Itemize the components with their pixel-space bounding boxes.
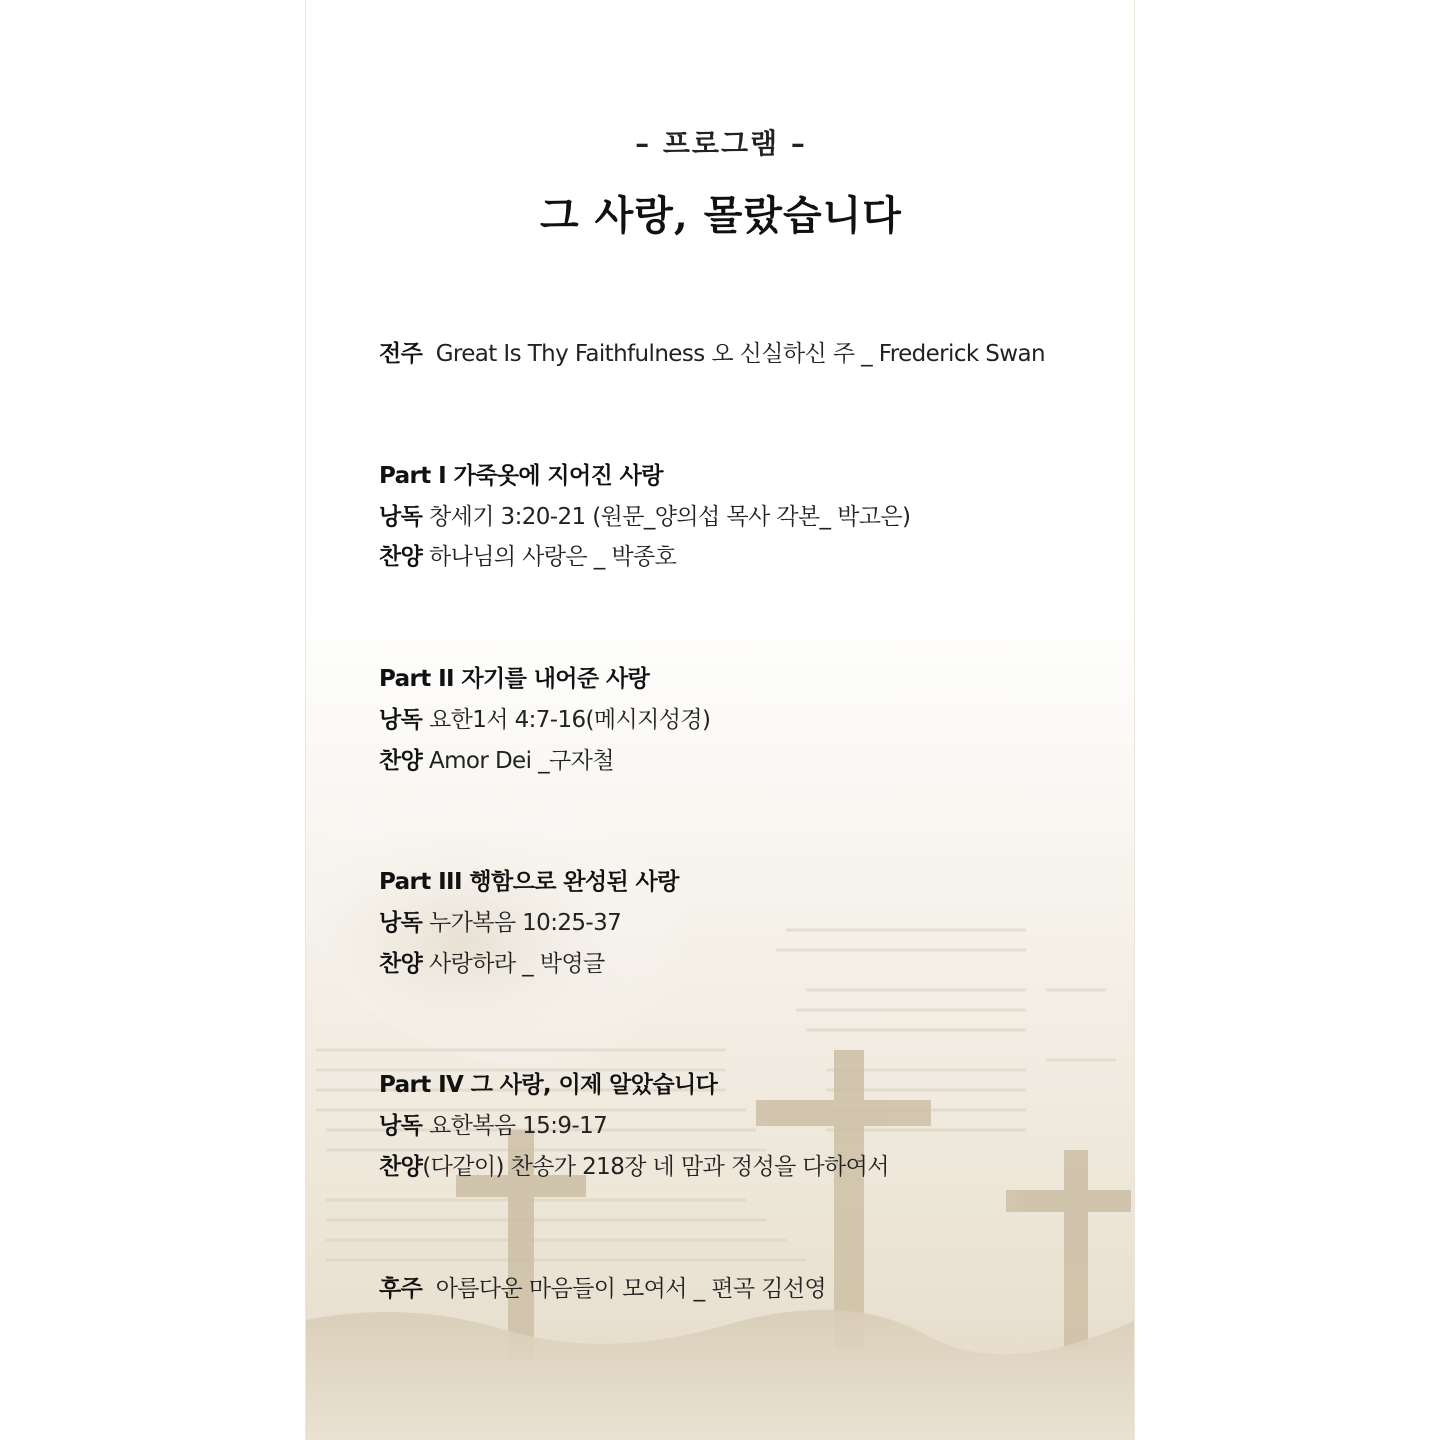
part-3-heading: Part III 행함으로 완성된 사랑 <box>379 869 679 895</box>
part-2-hymn <box>379 746 614 776</box>
postlude-line <box>379 1274 826 1304</box>
reading-text: 누가복음 10:25-37 <box>428 910 622 936</box>
hymn-text: Amor Dei _구자철 <box>428 748 614 774</box>
part-4-reading <box>379 1111 607 1141</box>
hymn-text: (다같이) 찬송가 218장 네 맘과 정성을 다하여서 <box>422 1154 889 1180</box>
prelude-text: Great Is Thy Faithfulness 오 신실하신 주 _ Frederick Swan <box>435 341 1045 367</box>
part-4-heading: Part IV 그 사랑, 이제 알았습니다 <box>379 1072 718 1098</box>
program-title: 그 사랑, 몰랐습니다 <box>540 192 902 239</box>
hymn-label: 찬양 <box>379 951 423 977</box>
postlude-label: 후주 <box>379 1276 423 1302</box>
reading-text: 요한복음 15:9-17 <box>428 1113 608 1139</box>
hymn-label: 찬양 <box>379 1154 423 1180</box>
postlude-text: 아름다운 마음들이 모여서 _ 편곡 김선영 <box>435 1276 827 1302</box>
part-3-hymn <box>379 949 605 979</box>
part-2-heading: Part II 자기를 내어준 사랑 <box>379 666 650 692</box>
reading-text: 창세기 3:20-21 (원문_양의섭 목사 각본_ 박고은) <box>428 504 911 530</box>
part-4-hymn <box>379 1152 889 1182</box>
reading-label: 낭독 <box>379 1113 423 1139</box>
reading-label: 낭독 <box>379 504 423 530</box>
hymn-label: 찬양 <box>379 544 423 570</box>
part-3-reading <box>379 908 621 938</box>
reading-text: 요한1서 4:7-16(메시지성경) <box>428 707 711 733</box>
part-2-reading <box>379 705 710 735</box>
part-1-heading: Part I 가죽옷에 지어진 사랑 <box>379 463 663 489</box>
reading-label: 낭독 <box>379 707 423 733</box>
hymn-text: 하나님의 사랑은 _ 박종호 <box>428 544 677 570</box>
program-panel <box>305 0 1135 1440</box>
program-content <box>306 0 1135 1440</box>
part-1-hymn <box>379 542 676 572</box>
program-subtitle: – 프로그램 – <box>635 127 807 160</box>
reading-label: 낭독 <box>379 910 423 936</box>
prelude-label: 전주 <box>379 341 423 367</box>
prelude-line <box>379 339 1045 369</box>
hymn-label: 찬양 <box>379 748 423 774</box>
hymn-text: 사랑하라 _ 박영글 <box>428 951 605 977</box>
part-1-reading <box>379 502 910 532</box>
